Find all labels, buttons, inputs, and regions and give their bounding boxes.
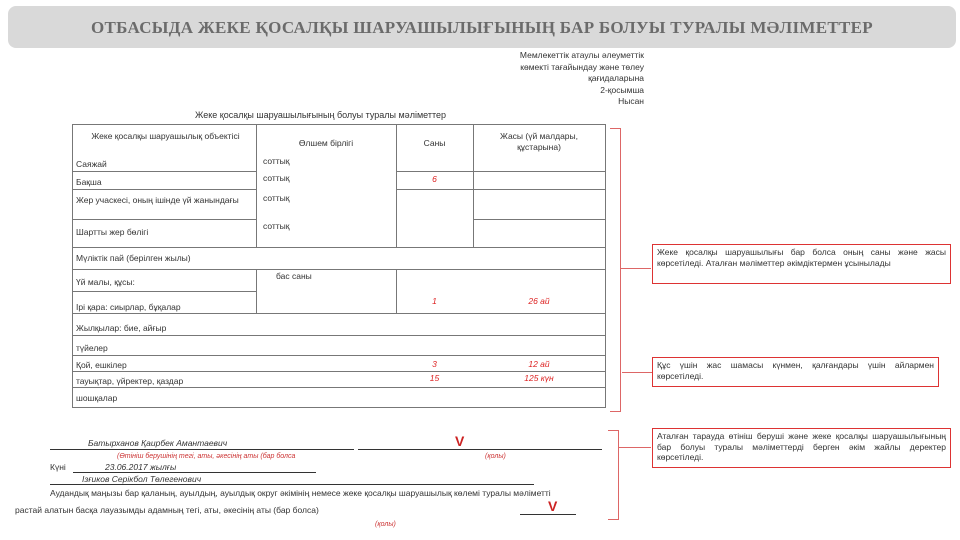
row-label-tauyk: тауықтар, үйректер, қаздар bbox=[76, 376, 184, 386]
date-value: 23.06.2017 жылғы bbox=[105, 462, 177, 472]
row-divider bbox=[73, 291, 256, 292]
applicant-line bbox=[50, 449, 354, 450]
applicant-name: Батырханов Қаирбек Амантаевич bbox=[88, 438, 228, 448]
row-divider bbox=[73, 355, 605, 356]
note-box-3: Аталған тарауда өтініш беруші және жеке қосалқы шаруашылығының бар болуы туралы мәліметтерді берген әкім жайлы деректер көрсетіледі. bbox=[652, 428, 951, 468]
row-divider bbox=[73, 219, 256, 220]
row-label-muliktik: Мүліктік пай (берілген жылы) bbox=[76, 253, 191, 263]
form-ref-line: Нысан bbox=[618, 96, 644, 106]
row-label-zher: Жер учаскесі, оның ішінде үй жанындағы bbox=[76, 195, 239, 205]
note-box-2: Құс үшін жас шамасы күнмен, қалғандары үшін айлармен көрсетіледі. bbox=[652, 357, 939, 387]
page-title: ОТБАСЫДА ЖЕКЕ ҚОСАЛҚЫ ШАРУАШЫЛЫҒЫНЫҢ БАР БОЛУЫ ТУРАЛЫ МӘЛІМЕТТЕР bbox=[91, 18, 873, 37]
row-divider bbox=[73, 371, 605, 372]
table-subtitle: Жеке қосалқы шаруашылығының болуы туралы мәліметтер bbox=[195, 110, 446, 120]
form-ref-line: көмекті тағайындау және төлеу bbox=[520, 61, 644, 72]
note2-arrow bbox=[622, 372, 652, 373]
table-bracket bbox=[610, 128, 621, 412]
row-divider bbox=[396, 189, 605, 190]
form-ref-line: қағидаларына bbox=[588, 73, 644, 83]
row-label-iri-kara: Ірі қара: сиырлар, бұқалар bbox=[76, 302, 181, 312]
akim-line bbox=[50, 484, 534, 485]
akim-description: Аудандық маңызы бар қаланың, ауылдың, ауылдық округ әкімінің немесе жеке қосалқы шаруашылық көлемі туралы мәліметті bbox=[50, 488, 551, 498]
applicant-sign-line bbox=[358, 449, 602, 450]
note-box-1: Жеке қосалқы шаруашылығы бар болса оның саны және жасы көрсетіледі. Аталған мәліметтер әкімдіктермен ұсынылады bbox=[652, 244, 951, 284]
household-table bbox=[72, 124, 606, 408]
value-tauyk-age: 125 күн bbox=[524, 373, 554, 383]
row-label-baksha: Бақша bbox=[76, 177, 102, 187]
value-baksha-count: 6 bbox=[432, 174, 437, 184]
unit-sottyk: соттық bbox=[263, 193, 290, 203]
form-ref-line: 2-қосымша bbox=[600, 84, 644, 95]
sign-caption: (қолы) bbox=[375, 521, 396, 528]
column-divider bbox=[256, 269, 257, 313]
column-divider bbox=[473, 125, 474, 247]
row-label-sayazhai: Саяжай bbox=[76, 159, 107, 169]
applicant-caption: (Өтініш берушінің тегі, аты, әкесінің аты (бар болса bbox=[117, 453, 296, 460]
note3-arrow bbox=[619, 447, 651, 448]
date-line bbox=[73, 472, 316, 473]
value-iri-kara-age: 26 ай bbox=[528, 296, 550, 306]
row-label-zhylkylar: Жылқылар: бие, айғыр bbox=[76, 323, 167, 333]
row-label-tuieler: түйелер bbox=[76, 343, 108, 353]
row-divider bbox=[73, 335, 605, 336]
row-divider bbox=[473, 219, 605, 220]
row-divider bbox=[73, 387, 605, 388]
row-divider bbox=[73, 313, 605, 314]
akim-sign-line bbox=[520, 514, 576, 515]
row-label-shoshkalar: шошқалар bbox=[76, 393, 118, 403]
checkmark: V bbox=[455, 433, 465, 449]
value-koy-age: 12 ай bbox=[528, 359, 550, 369]
unit-bas-sany: бас саны bbox=[276, 271, 312, 281]
form-reference bbox=[520, 50, 644, 108]
sign-caption: (қолы) bbox=[485, 453, 506, 460]
title-banner bbox=[8, 6, 956, 48]
confirm-label: растай алатын басқа лауазымды адамның тегі, аты, әкесінің аты (бар болса) bbox=[15, 505, 319, 515]
row-divider bbox=[73, 189, 256, 190]
header-count: Саны bbox=[423, 138, 446, 148]
header-unit: Өлшем бірлігі bbox=[298, 138, 354, 148]
row-label-uy-maly: Үй малы, құсы: bbox=[76, 277, 135, 287]
checkmark: V bbox=[548, 498, 558, 514]
row-label-shartty: Шартты жер бөлігі bbox=[76, 227, 149, 237]
signature-bracket bbox=[608, 430, 619, 520]
unit-sottyk: соттық bbox=[263, 173, 290, 183]
value-iri-kara-count: 1 bbox=[432, 296, 437, 306]
row-label-koy: Қой, ешкілер bbox=[76, 360, 127, 370]
header-age: Жасы (үй малдары, құстарына) bbox=[500, 131, 578, 152]
row-divider bbox=[73, 247, 605, 248]
header-object: Жеке қосалқы шаруашылық объектісі bbox=[91, 131, 240, 141]
row-divider bbox=[73, 171, 256, 172]
form-ref-line: Мемлекеттік атаулы әлеуметтік bbox=[519, 50, 644, 60]
row-divider bbox=[73, 269, 605, 270]
unit-sottyk: соттық bbox=[263, 156, 290, 166]
row-divider bbox=[396, 171, 605, 172]
unit-sottyk: соттық bbox=[263, 221, 290, 231]
value-koy-count: 3 bbox=[432, 359, 437, 369]
date-label: Күні bbox=[50, 462, 66, 472]
value-tauyk-count: 15 bbox=[429, 373, 440, 383]
note1-arrow bbox=[621, 268, 651, 269]
akim-name: Ізғиков Серікбол Төлегенович bbox=[82, 474, 202, 484]
